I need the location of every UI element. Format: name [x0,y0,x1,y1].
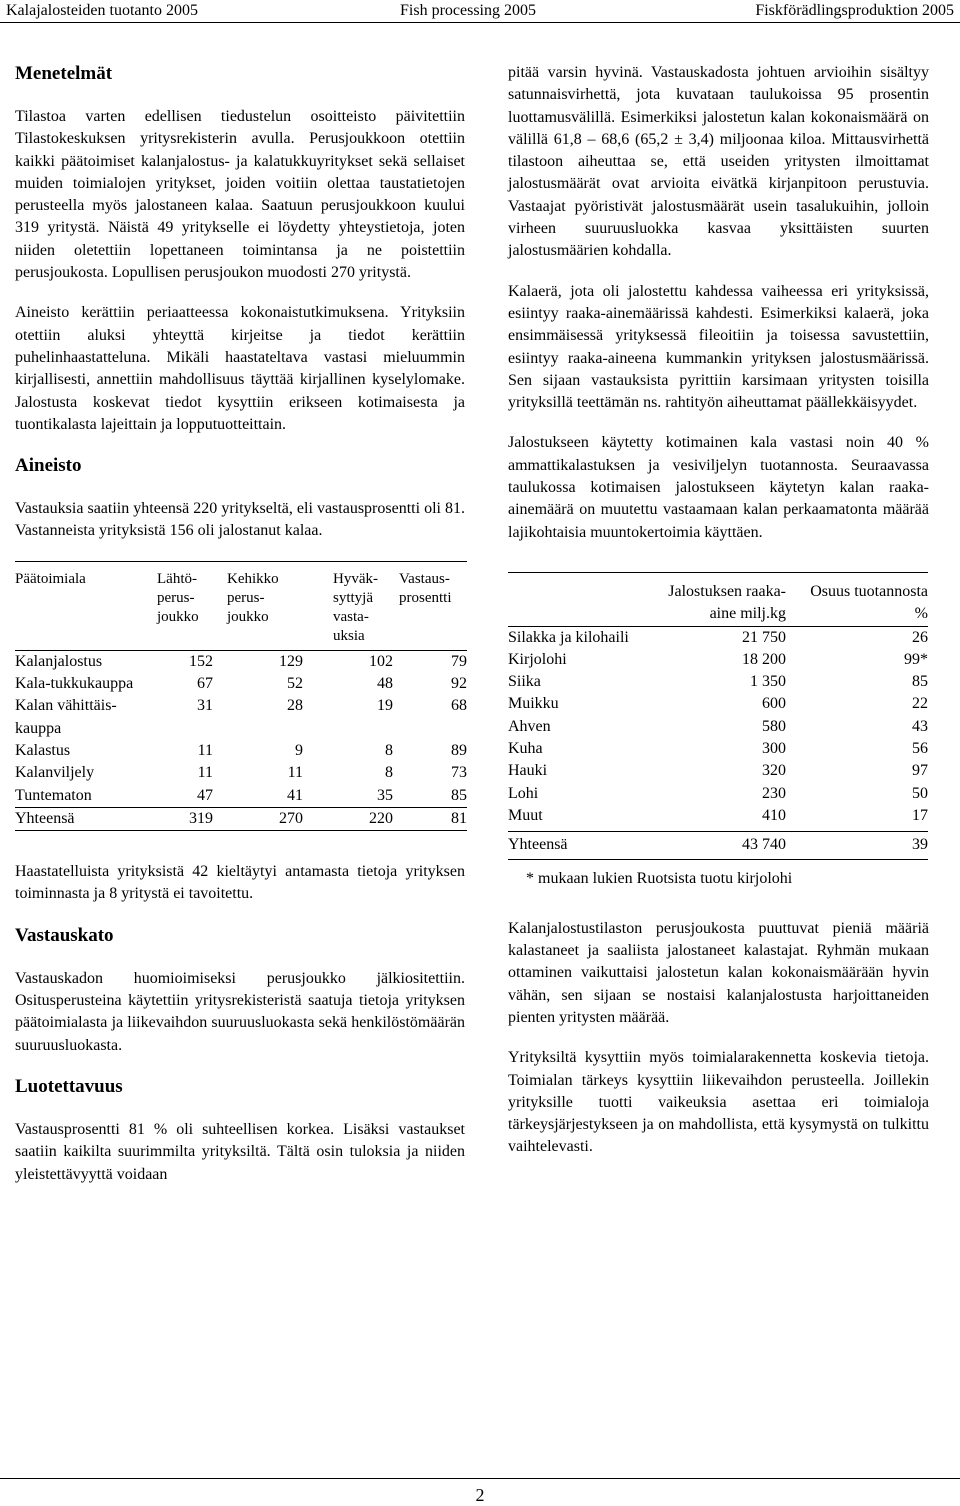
cell: 8 [385,741,393,759]
table-row [508,805,928,832]
cell: 22 [912,695,928,713]
cell: 28 [287,697,303,715]
cell: 319 [143,807,213,830]
running-header [0,0,960,23]
row-label: Ahven [508,717,551,735]
cell: 8 [385,764,393,782]
heading-menetelmat: Menetelmät [15,63,113,84]
cell: 300 [762,740,786,758]
table-header-row [15,561,467,650]
cell: 129 [213,650,303,673]
row-label: Kirjolohi [508,650,567,668]
cell: 43 [912,717,928,735]
paragraph: pitää varsin hyvinä. Vastauskadosta johtuen arvioihin sisältyy satunnaisvirhettä, jota kuvataan taulukoissa 95 prosentin luottamusvälillä. Esimerkiksi jalostetun kalan kokonaismäärä on välillä 61,8 – 68,6 (65,2 ± 3,4) miljoonaa kiloa. Mittausvirhettä tilastoon aiheuttaa se, että useiden yritysten ilmoittamat jalostusmäärät ovat arvioita eivätkä kirjanpitoon perustuvia. Vastaajat pyöristivät jalostusmäärät usein tasalukuihin, jolloin virheen suuruusluokka kasvaa yksittäisten suurten jalostusmäärien kohdalla. [508,64,929,260]
row-label: Kalanviljely [15,764,95,782]
cell: 410 [762,806,786,824]
row-label: Yhteensä [15,807,143,830]
heading-luotettavuus: Luotettavuus [15,1075,123,1097]
row-label: Yhteensä [508,832,658,859]
table-row [15,740,467,762]
cell: 79 [393,650,467,673]
row-label: Tuntematon [15,786,92,804]
cell: 18 200 [742,650,786,668]
column-header: Kehikko perus-joukko [213,561,303,650]
row-label: Kala-tukkukauppa [15,675,134,693]
cell: 21 750 [658,626,786,649]
table-row [508,626,928,649]
row-label: Kalan vähittäis-kauppa [15,697,117,737]
left-column [15,62,465,1186]
paragraph: Vastauskadon huomioimiseksi perusjoukko jälkiositettiin. Ositusperusteina käytettiin yritysrekisteristä saatuja tietoja yrityksen päätoimialasta ja liikevaihdon suuruusluokasta sekä henkilöstömäärän suuruusluokasta. [15,969,465,1054]
cell: 270 [213,807,303,830]
cell: 320 [762,762,786,780]
column-header: Osuus tuotannosta % [786,572,928,626]
heading-vastauskato: Vastauskato [15,924,114,946]
row-label: Silakka ja kilohaili [508,626,658,649]
table-total-row [508,832,928,859]
paragraph: Yrityksiltä kysyttiin myös toimialarakennetta koskevia tietoja. Toimialan tärkeys kysyttiin liikevaihdon perusteella. Joillekin yrityksille tuotti vaikeuksia asettaa eri toimialoja tärkeysjärjestykseen ja on mahdollista, että kysymystä on tulkittu vaihtelevasti. [508,1049,929,1156]
column-header: Lähtö-perus-joukko [143,561,213,650]
cell: 92 [451,675,467,693]
cell: 152 [143,650,213,673]
cell: 230 [762,784,786,802]
table-row [15,762,467,784]
table-row [508,671,928,693]
cell: 1 350 [750,673,786,691]
row-label: Kalanjalostus [15,650,143,673]
table-row [15,695,467,740]
cell: 48 [377,675,393,693]
cell: 11 [197,764,213,782]
cell: 11 [197,741,213,759]
cell: 41 [287,786,303,804]
column-header: Jalostuksen raaka-aine milj.kg [658,572,786,626]
row-label: Hauki [508,762,548,780]
paragraph: Vastausprosentti 81 % oli suhteellisen korkea. Lisäksi vastaukset saatiin kaikilta suurimmilta yrityksiltä. Tältä osin tuloksia ja niiden yleistettävyyttä voidaan [15,1120,465,1183]
cell: 85 [451,786,467,804]
paragraph: Haastatelluista yrityksistä 42 kieltäytyi antamasta tietoja yrityksen toiminnasta ja 8 yritystä ei tavoitettu. [15,863,465,903]
paragraph: Vastauksia saatiin yhteensä 220 yritykseltä, eli vastausprosentti oli 81. Vastanneista yrityksistä 156 oli jalostanut kalaa. [15,500,465,540]
cell: 73 [451,764,467,782]
cell: 50 [912,784,928,802]
cell: 39 [786,832,928,859]
cell: 26 [786,626,928,649]
table-row [508,716,928,738]
paragraph: Kalanjalostustilaston perusjoukosta puuttuvat pieniä määriä kalastaneet ja saaliista jalostaneet kalastajat. Ryhmän mukaan ottaminen vaikuttaisi jalostetun kalan kokonaismäärään hyvin vähän, sen sijaan se nostaisi kalanjalostusta harjoittaneiden pienten yritysten määrää. [508,919,929,1026]
row-label: Kalastus [15,741,71,759]
row-label: Lohi [508,784,539,802]
header-title-en: Fish processing 2005 [400,2,536,19]
row-label: Kuha [508,740,543,758]
paragraph: Kalaerä, jota oli jalostettu kahdessa vaiheessa eri yrityksissä, esiintyy raaka-ainemäärissä kahdesti. Esimerkiksi kalaerä, joka ensimmäisessä yrityksessä fileoitiin ja toisessa savustettiin, esiintyy raaka-aineena kummankin yrityksen jalostusmäärissä. Sen sijaan vastauksista pyrittiin karsimaan yritysten toisilla yrityksillä teettämän ns. rahtityön aiheuttamat päällekkäisyydet. [508,282,929,412]
cell: 35 [377,786,393,804]
cell: 19 [377,697,393,715]
table-total-row [15,807,467,830]
cell: 97 [912,762,928,780]
column-header: Vastaus-prosentti [393,561,467,650]
cell: 85 [912,673,928,691]
cell: 67 [197,675,213,693]
cell: 56 [912,740,928,758]
cell: 43 740 [658,832,786,859]
cell: 99* [904,650,928,668]
cell: 81 [393,807,467,830]
table-row [508,693,928,715]
cell: 220 [303,807,393,830]
row-label: Muikku [508,695,559,713]
table-row [15,785,467,808]
cell: 31 [197,697,213,715]
header-title-fi: Kalajalosteiden tuotanto 2005 [6,2,198,19]
table-footnote: * mukaan lukien Ruotsista tuotu kirjolohi [526,869,793,887]
table-row [508,760,928,782]
paragraph: Aineisto kerättiin periaatteessa kokonaistutkimuksena. Yrityksiin otettiin aluksi yhteyttä kirjeitse ja tiedot kerättiin puhelinhaastatteluna. Mikäli haastateltava vastasi mieluummin kirjallisesti, annettiin mahdollisuus täyttää kirjallinen kyselylomake. Jalostusta koskevat tiedot kysyttiin erikseen kotimaisesta ja tuontikalasta lajeittain ja lopputuotteittain. [15,304,465,433]
cell: 17 [912,806,928,824]
paragraph: Jalostukseen käytetty kotimainen kala vastasi noin 40 % ammattikalastuksen ja vesiviljelyn tuotannosta. Seuraavassa taulukossa kotimaisen jalostukseen käytetyn kalan raaka-ainemäärä on muutettu vastaamaan kalan perkaamatonta määrää lajikohtaisia muuntokertoimia käyttäen. [508,434,929,541]
cell: 580 [762,717,786,735]
cell: 47 [197,786,213,804]
heading-aineisto: Aineisto [15,455,82,477]
right-column [508,62,929,1177]
table-row [508,783,928,805]
raw-material-table [508,572,928,860]
row-label: Muut [508,806,543,824]
table-header-row [508,572,928,626]
table-row [508,649,928,671]
table-row [508,738,928,760]
column-header: Hyväk-syttyjä vasta-uksia [303,561,393,650]
response-table [15,561,467,831]
cell: 52 [287,675,303,693]
column-header: Päätoimiala [15,561,143,650]
table-row [15,673,467,695]
row-label: Siika [508,673,541,691]
paragraph: Tilastoa varten edellisen tiedustelun osoitteisto päivitettiin Tilastokeskuksen yritysrekisterin avulla. Perusjoukkoon otettiin kaikki päätoimiset kalanjalostus- ja kalatukkuyritykset sekä sellaiset muiden toimialojen yritykset, joiden voitiin olettaa taustatietojen perusteella myös jalostaneen kalaa. Saatuun perusjoukkoon kuului 319 yritystä. Näistä 49 yritykselle ei löydetty yhteystietoja, joten niiden oletettiin lopettaneen toimintansa ja ne poistettiin perusjoukosta. Lopullisen perusjoukon muodosti 270 yritystä. [15,108,465,282]
header-title-sv: Fiskförädlingsproduktion 2005 [755,2,954,19]
page-number: 2 [0,1478,960,1506]
cell: 600 [762,695,786,713]
cell: 11 [287,764,303,782]
cell: 89 [451,741,467,759]
table-row [15,650,467,673]
cell: 102 [303,650,393,673]
cell: 68 [451,697,467,715]
cell: 9 [295,741,303,759]
